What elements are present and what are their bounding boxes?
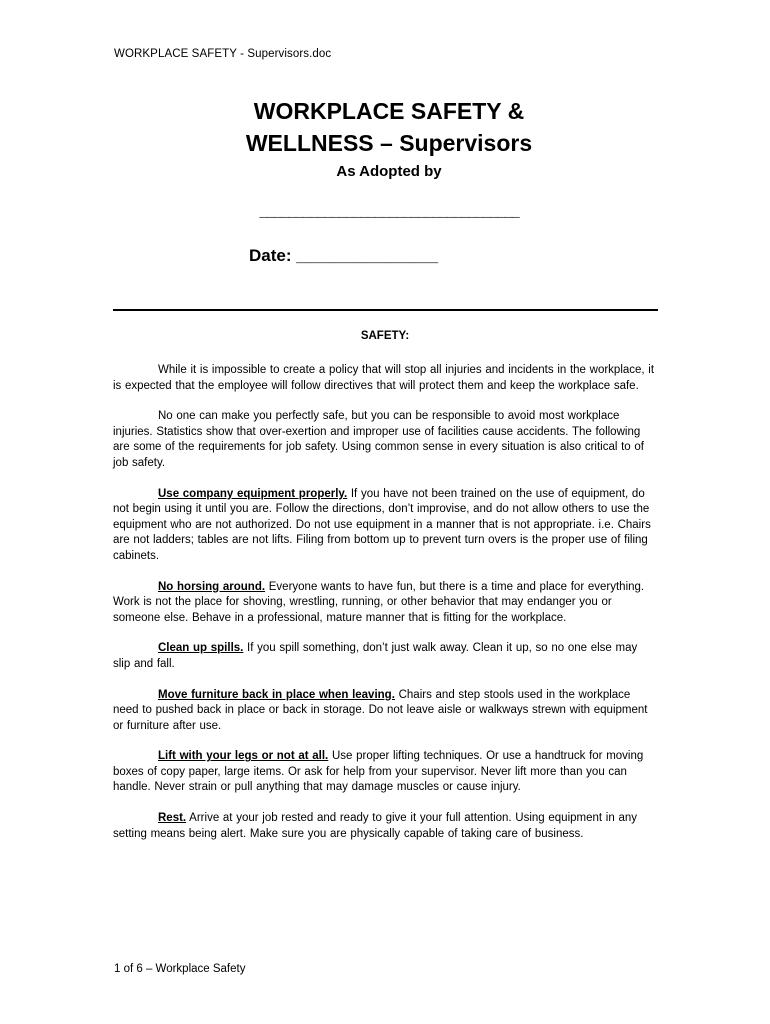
paragraph — [113, 688, 658, 735]
page-title-line-2: WELLNESS – Supervisors — [245, 130, 533, 156]
paragraph-lead: Move furniture back in place when leaving. — [158, 688, 395, 701]
paragraph-text: If you have not been trained on the use of equipment, do not begin using it until you are. Follow the directions, don’t improvise, and do not allow others to use the equipment who are not authorized. Do not use equipment in a manner that is not appropriate. i.e. Chairs are not ladders; tables are not lifts. Filing from bottom up to prevent turn overs is the proper use of filing cabinets. — [113, 487, 651, 562]
document-body — [113, 363, 658, 857]
paragraph-lead: Rest. — [158, 812, 187, 825]
paragraph-text: While it is impossible to create a policy that will stop all injuries and incidents in the workplace, it is expected that the employee will follow directives that will protect them and keep the workplace safe. — [113, 364, 655, 392]
paragraph-lead: Lift with your legs or not at all. — [158, 750, 329, 763]
paragraph — [113, 641, 658, 672]
section-heading: SAFETY: — [360, 330, 410, 342]
horizontal-divider — [113, 309, 658, 311]
paragraph-lead: No horsing around. — [158, 580, 266, 593]
page-title-line-1: WORKPLACE SAFETY & — [253, 98, 525, 124]
paragraph — [113, 409, 658, 471]
paragraph — [113, 749, 658, 796]
adopted-by-blank: ____________________________________ — [259, 205, 519, 221]
paragraph-lead: Use company equipment properly. — [158, 487, 348, 500]
date-label: Date: _______________ — [249, 246, 439, 265]
paragraph-text: Chairs and step stools used in the workplace need to pushed back in place or back in storage. Do not leave aisle or walkways strewn with equipment or furniture after use. — [113, 688, 648, 732]
paragraph — [113, 363, 658, 394]
paragraph-text: Use proper lifting techniques. Or use a handtruck for moving boxes of copy paper, large items. Or ask for help from your supervisor. Never lift more than you can handle. Never strain or pull anything that may damage muscles or cause injury. — [113, 750, 644, 794]
paragraph-text: Arrive at your job rested and ready to give it your full attention. Using equipment in any setting means being alert. Make sure you are physically capable of taking care of business. — [113, 812, 637, 840]
paragraph-text: If you spill something, don’t just walk away. Clean it up, so no one else may slip and fall. — [113, 642, 638, 670]
title-block — [0, 95, 770, 180]
adopted-by-label: As Adopted by — [336, 163, 442, 180]
paragraph — [113, 811, 658, 842]
paragraph-text: No one can make you perfectly safe, but you can be responsible to avoid most workplace injuries. Statistics show that over-exertion and improper use of facilities cause accidents. The following are some of the requirements for job safety. Using common sense in every situation is also critical to of job safety. — [113, 410, 644, 469]
paragraph — [113, 580, 658, 627]
paragraph-text: Everyone wants to have fun, but there is a time and place for everything. Work is not the place for shoving, wrestling, running, or other behavior that may endanger you or someone else. Behave in a professional, mature manner that is fitting for the workplace. — [113, 580, 645, 624]
paragraph — [113, 487, 658, 565]
page-footer: 1 of 6 – Workplace Safety — [114, 963, 246, 975]
paragraph-lead: Clean up spills. — [158, 642, 244, 655]
file-header: WORKPLACE SAFETY - Supervisors.doc — [114, 48, 332, 60]
